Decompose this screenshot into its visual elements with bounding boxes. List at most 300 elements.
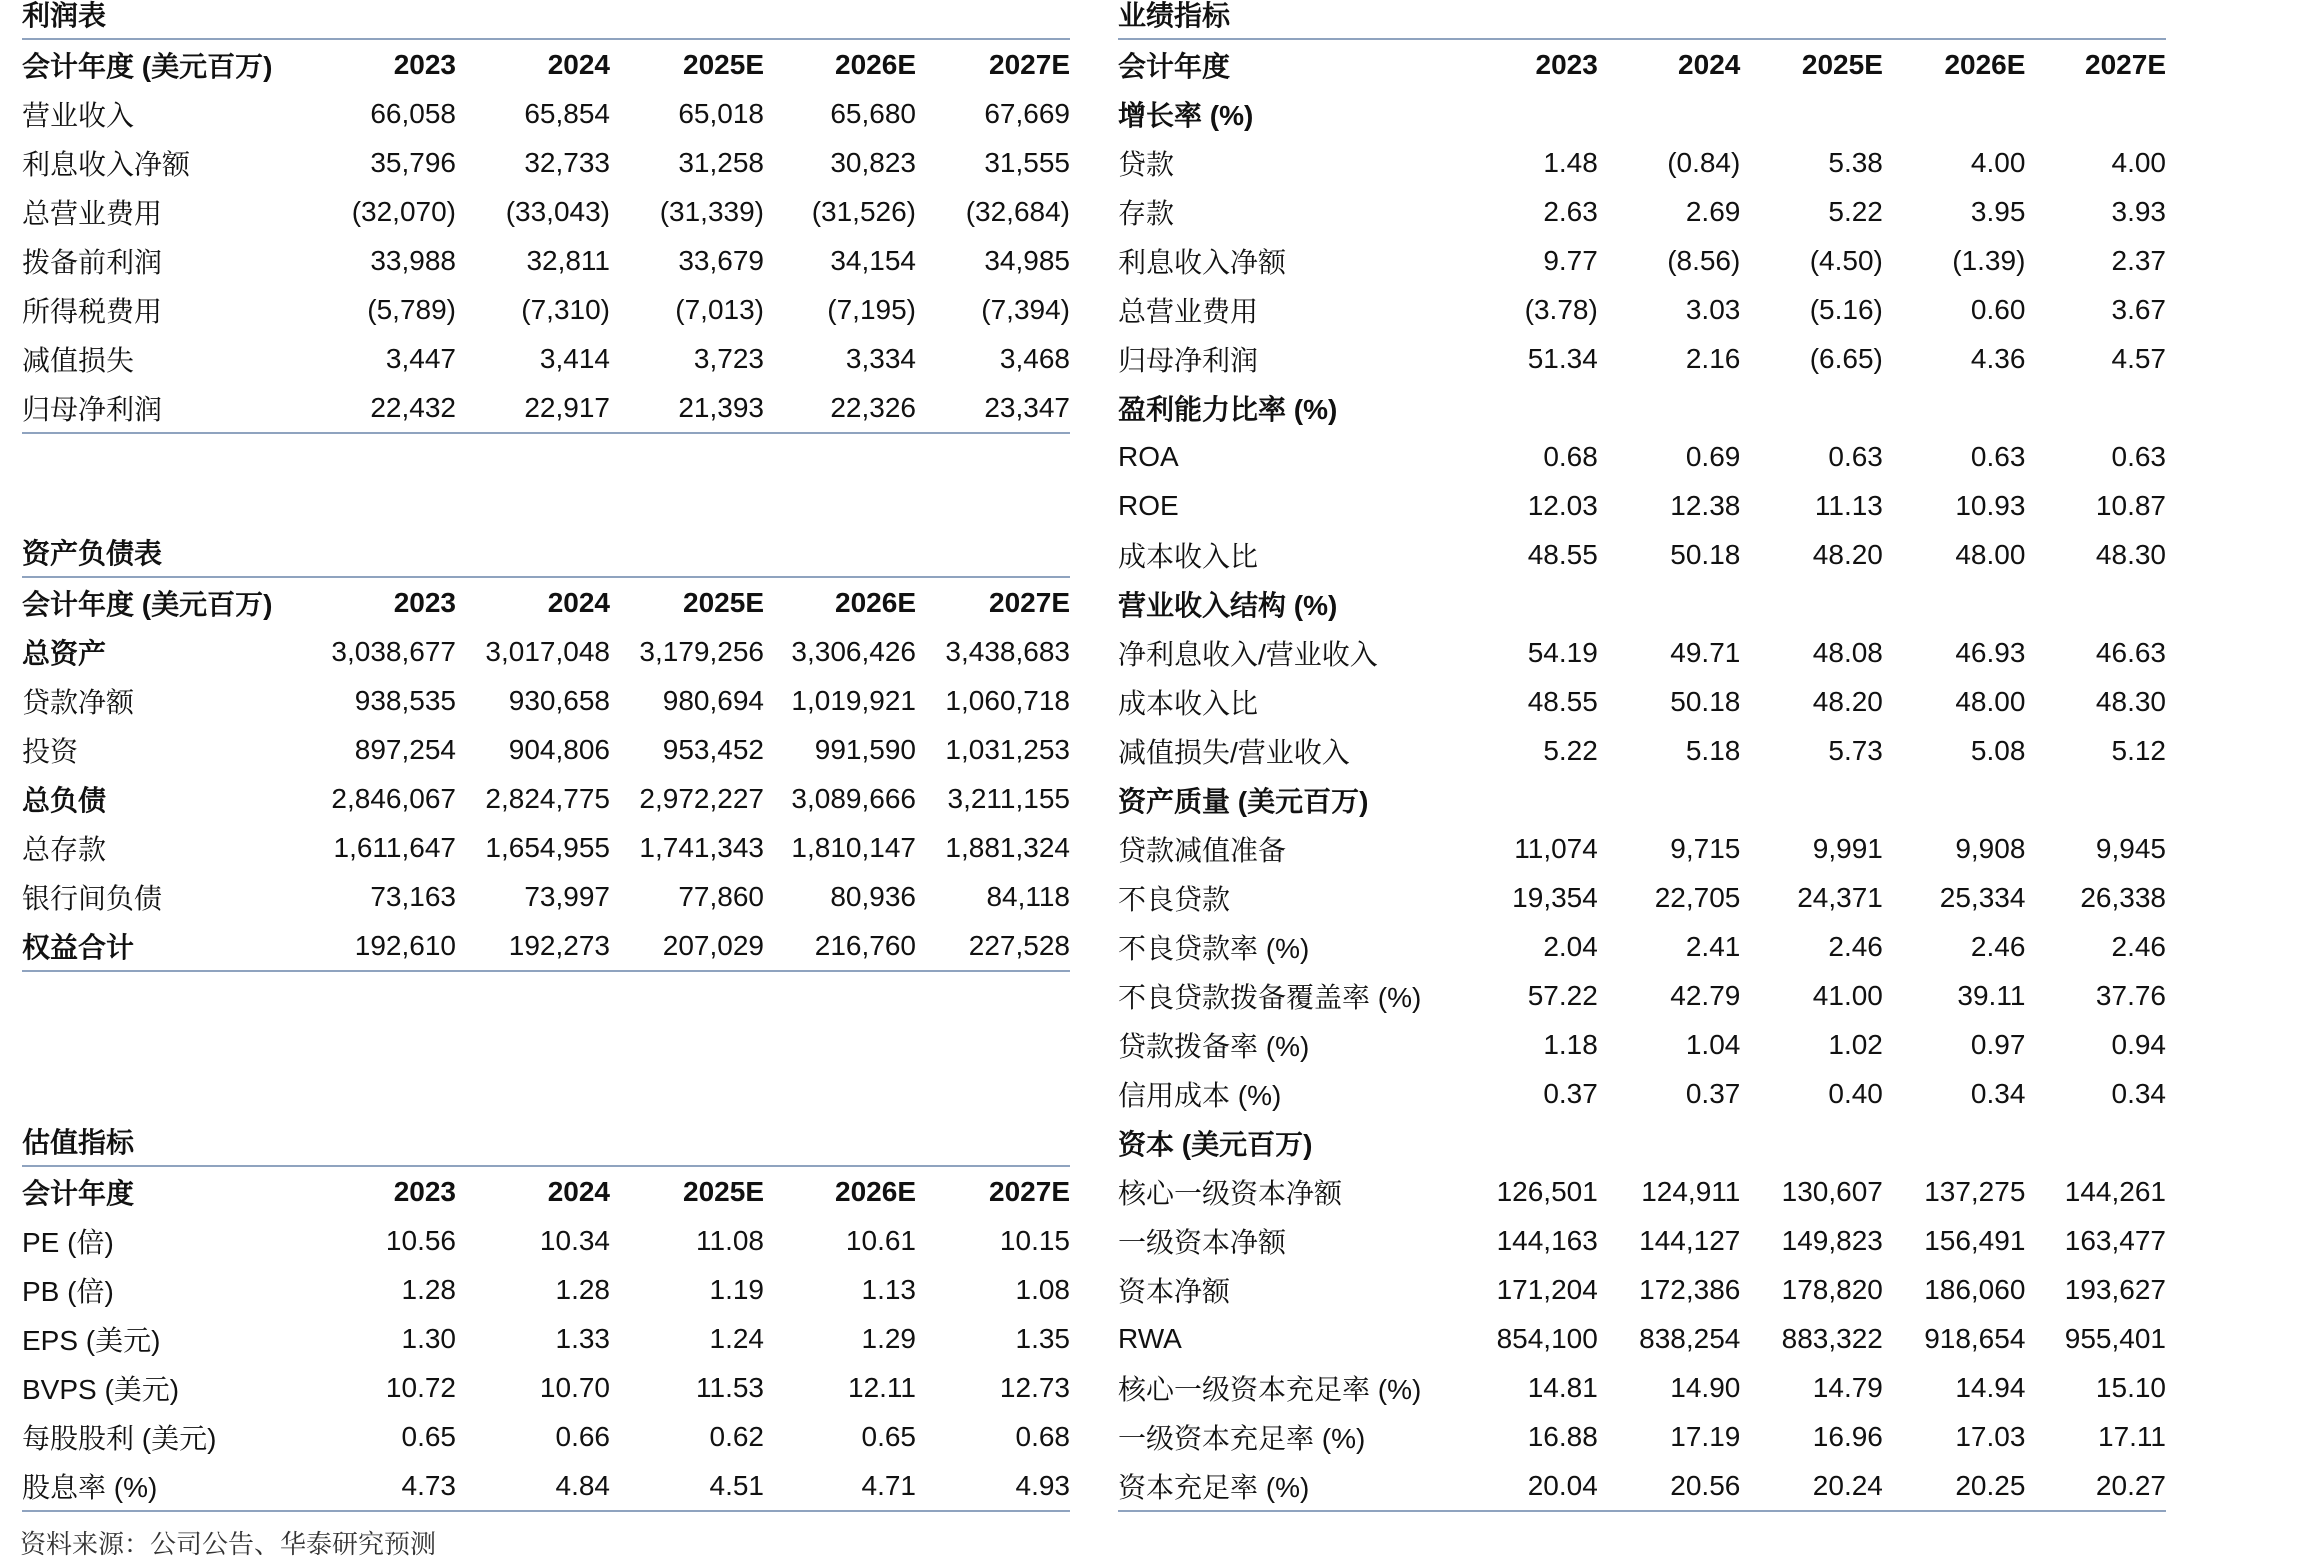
table-row [1118,677,2166,726]
row-value: 1.28 [401,1273,456,1305]
row-value: 48.55 [1527,538,1598,570]
performance-panel [1118,0,2166,1512]
row-value: 1.18 [1543,1028,1598,1060]
row-value: 144,163 [1496,1224,1598,1256]
row-value: 11.53 [696,1371,764,1403]
row-value: 65,018 [678,97,764,129]
row-label: 成本收入比 [1118,540,1259,572]
row-value: 48.30 [2095,685,2166,717]
table-row [1118,432,2166,481]
row-value: 1.33 [555,1322,610,1354]
header-year: 2025E [610,39,764,89]
table-row [22,676,1070,725]
row-value: 35,796 [370,146,456,178]
row-label: 信用成本 (%) [1118,1079,1282,1111]
table-row [1118,1314,2166,1363]
row-value: 9,991 [1812,832,1883,864]
header-year: 2024 [456,39,610,89]
row-value: (32,070) [351,195,456,227]
table-row [1118,1216,2166,1265]
row-label: 减值损失 [22,344,135,376]
row-value: 838,254 [1639,1322,1741,1354]
row-value: 1,741,343 [639,831,764,863]
table-row [22,1265,1070,1314]
row-value: 31,555 [984,146,1070,178]
row-value: 10.72 [385,1371,456,1403]
row-value: 2.04 [1543,930,1598,962]
row-value: 4.00 [2111,146,2166,178]
row-value: 4.71 [764,1461,916,1511]
header-year: 2027E [2025,39,2166,89]
row-value: 953,452 [662,733,764,765]
row-label: BVPS (美元) [22,1373,180,1405]
header-year: 2027E [916,39,1070,89]
row-label: 成本收入比 [1118,687,1259,719]
row-value: 30,823 [830,146,916,178]
row-value: 192,273 [456,921,610,971]
row-value: 14.81 [1527,1371,1598,1403]
header-label: 会计年度 (美元百万) [22,39,302,89]
row-value: 4.93 [916,1461,1070,1511]
row-value: 3,723 [693,342,764,374]
row-value [1883,1118,2026,1167]
row-value: 11.13 [1814,489,1883,521]
row-label: 资本 (美元百万) [1118,1128,1313,1160]
row-label: 资产质量 (美元百万) [1118,785,1369,817]
row-value: 216,760 [764,921,916,971]
table-row [1118,1412,2166,1461]
row-label: 总存款 [22,833,107,865]
row-value: 1,810,147 [791,831,916,863]
row-value: 15.10 [2095,1371,2166,1403]
row-value: 1,060,718 [945,684,1070,716]
row-value: 48.30 [2095,538,2166,570]
table-row [1118,187,2166,236]
row-value: 12.03 [1527,489,1598,521]
row-value: 9,908 [1955,832,2026,864]
row-label: PE (倍) [22,1226,114,1258]
row-value [2025,1118,2166,1167]
table-row [1118,1265,2166,1314]
row-value: 12.11 [848,1371,916,1403]
row-value: 2,972,227 [639,782,764,814]
row-label: EPS (美元) [22,1324,161,1356]
row-value: 10.87 [2095,489,2166,521]
row-value: 3.95 [1970,195,2026,227]
row-value: (8.56) [1667,244,1741,276]
row-value: 25,334 [1939,881,2026,913]
row-value [1449,89,1598,138]
row-value [1883,579,2026,628]
row-value: (7,013) [675,293,764,325]
table-row [1118,334,2166,383]
row-label: 贷款拨备率 (%) [1118,1030,1310,1062]
row-value: 156,491 [1924,1224,2026,1256]
row-value: 48.08 [1812,636,1883,668]
row-value: 1,031,253 [945,733,1070,765]
row-value: (1.39) [1952,244,2026,276]
row-label: 资本净额 [1118,1275,1231,1307]
row-value: 2.46 [1970,930,2026,962]
row-value: 2.63 [1543,195,1598,227]
row-value: 2.41 [1685,930,1741,962]
row-value [2025,579,2166,628]
row-value: 11.08 [696,1224,764,1256]
row-value: 10.34 [539,1224,610,1256]
row-value: 955,401 [2064,1322,2166,1354]
row-value: 1.30 [401,1322,456,1354]
row-value: 5.08 [1970,734,2026,766]
row-value [1740,775,1883,824]
row-value: 3,089,666 [791,782,916,814]
row-value: 5.12 [2111,734,2166,766]
row-value: 57.22 [1527,979,1598,1011]
performance-title: 业绩指标 [1118,0,1231,31]
row-value: 172,386 [1639,1273,1741,1305]
row-value: 1,881,324 [945,831,1070,863]
row-value: 178,820 [1781,1273,1883,1305]
header-year: 2023 [302,1166,456,1216]
row-label: 一级资本充足率 (%) [1118,1422,1366,1454]
row-label: 一级资本净额 [1118,1226,1287,1258]
row-value: 42.79 [1670,979,1741,1011]
table-row [22,1363,1070,1412]
table-row [1118,481,2166,530]
row-value: 22,432 [302,383,456,433]
row-value: 163,477 [2064,1224,2166,1256]
row-value: 186,060 [1924,1273,2026,1305]
row-value: 193,627 [2064,1273,2166,1305]
row-value: 5.38 [1828,146,1883,178]
row-label: ROE [1118,489,1179,521]
row-value: 4.51 [610,1461,764,1511]
row-label: ROA [1118,440,1179,472]
row-value: 16.96 [1812,1420,1883,1452]
row-value: 3,334 [845,342,916,374]
row-value: 14.79 [1812,1371,1883,1403]
row-value: 84,118 [986,880,1070,912]
row-value [1598,89,1741,138]
table-row [1118,628,2166,677]
row-value: 0.34 [2111,1077,2166,1109]
table-subheader-row [1118,579,2166,628]
row-value: 34,985 [984,244,1070,276]
row-value: 48.00 [1955,538,2026,570]
row-value: 31,258 [678,146,764,178]
row-value: 0.66 [555,1420,610,1452]
row-value: (5,789) [367,293,456,325]
row-value: 39.11 [1957,979,2026,1011]
row-label: 增长率 (%) [1118,99,1254,131]
row-value: 1.35 [1015,1322,1070,1354]
row-value: (32,684) [965,195,1070,227]
row-label: 盈利能力比率 (%) [1118,393,1338,425]
header-year: 2025E [1740,39,1883,89]
table-row [22,236,1070,285]
table-row [22,774,1070,823]
row-label: 资本充足率 (%) [1118,1461,1449,1511]
table-row [22,1461,1070,1511]
header-year: 2026E [764,1166,916,1216]
row-value: 3,179,256 [639,635,764,667]
row-value: 2.69 [1685,195,1741,227]
row-value: 2.46 [1828,930,1883,962]
row-value: 0.65 [401,1420,456,1452]
row-value: 17.19 [1670,1420,1741,1452]
row-value: 50.18 [1670,685,1741,717]
row-label: 总营业费用 [22,197,163,229]
header-year: 2024 [456,1166,610,1216]
row-value [1449,775,1598,824]
row-value: 227,528 [916,921,1070,971]
row-label: 核心一级资本充足率 (%) [1118,1373,1422,1405]
row-label: PB (倍) [22,1275,114,1307]
row-label: 拨备前利润 [22,246,163,278]
row-value: 3.03 [1685,293,1741,325]
header-year: 2026E [764,577,916,627]
header-year: 2027E [916,577,1070,627]
table-row [1118,1069,2166,1118]
row-label: 归母净利润 [1118,344,1259,376]
row-value: 14.90 [1670,1371,1741,1403]
row-value: 4.36 [1970,342,2026,374]
row-value: 0.63 [1828,440,1883,472]
row-value: 207,029 [610,921,764,971]
row-value: 4.00 [1970,146,2026,178]
table-subheader-row [1118,775,2166,824]
valuation-table [22,1165,1070,1512]
row-label: 利息收入净额 [1118,246,1287,278]
table-row [1118,1363,2166,1412]
row-value: 32,733 [524,146,610,178]
row-label: 权益合计 [22,921,302,971]
row-value: 1.24 [709,1322,764,1354]
row-label: 银行间负债 [22,882,163,914]
source-note: 资料来源：公司公告、华泰研究预测 [20,1529,437,1559]
table-row [22,383,1070,433]
row-label: 总营业费用 [1118,295,1259,327]
row-value: 50.18 [1670,538,1741,570]
row-label: 不良贷款 [1118,883,1231,915]
row-value [1883,383,2026,432]
row-value: 34,154 [830,244,916,276]
row-value: 0.97 [1970,1028,2026,1060]
row-value: (5.16) [1809,293,1883,325]
table-row [1118,138,2166,187]
row-value: 67,669 [984,97,1070,129]
balance-sheet-panel [22,538,1070,972]
row-value: 3.93 [2111,195,2166,227]
row-value: 9,715 [1670,832,1741,864]
row-value: 48.55 [1527,685,1598,717]
row-value: 33,988 [370,244,456,276]
table-row [22,187,1070,236]
table-row [1118,285,2166,334]
row-value: 46.63 [2095,636,2166,668]
row-value: 11,074 [1514,832,1598,864]
row-value: 854,100 [1496,1322,1598,1354]
row-value: 12.38 [1670,489,1741,521]
row-value: 0.68 [1543,440,1598,472]
row-value: 2.37 [2111,244,2166,276]
row-value: 0.34 [1970,1077,2026,1109]
row-value [1740,89,1883,138]
row-label: 净利息收入/营业收入 [1118,638,1378,670]
row-value: 26,338 [2080,881,2166,913]
row-value: 897,254 [354,733,456,765]
row-value: 171,204 [1496,1273,1598,1305]
row-value: 20.56 [1598,1461,1741,1511]
row-value: 32,811 [526,244,610,276]
table-subheader-row [1118,1118,2166,1167]
table-row [1118,824,2166,873]
row-value: 33,679 [678,244,764,276]
row-label: 所得税费用 [22,295,163,327]
table-row [22,627,1070,676]
header-label: 会计年度 [22,1166,302,1216]
row-value: 1,019,921 [791,684,916,716]
row-value: 51.34 [1527,342,1598,374]
table-subheader-row [1118,89,2166,138]
row-value: 1.19 [709,1273,764,1305]
row-value: (7,310) [521,293,610,325]
row-value: 991,590 [814,733,916,765]
row-value: 0.62 [709,1420,764,1452]
row-value: 80,936 [830,880,916,912]
row-label: 归母净利润 [22,383,302,433]
row-value: 3,468 [999,342,1070,374]
table-subheader-row [1118,383,2166,432]
row-value: 37.76 [2095,979,2166,1011]
row-value [2025,775,2166,824]
row-value: 23,347 [916,383,1070,433]
header-year: 2027E [916,1166,1070,1216]
row-value: 20.04 [1449,1461,1598,1511]
row-value: 3,306,426 [791,635,916,667]
row-value: 1,654,955 [485,831,610,863]
table-header-row [22,39,1070,89]
row-label: 总资产 [22,637,107,669]
table-row [1118,530,2166,579]
row-value: 20.25 [1883,1461,2026,1511]
row-value: 10.15 [999,1224,1070,1256]
row-value: 3,414 [539,342,610,374]
row-value [1740,383,1883,432]
row-value: 46.93 [1955,636,2026,668]
header-label: 会计年度 (美元百万) [22,577,302,627]
income-statement-title: 利润表 [22,0,107,31]
row-label: 贷款净额 [22,686,135,718]
row-label: 投资 [22,735,79,767]
row-value: 3,447 [385,342,456,374]
row-value: 1.08 [1015,1273,1070,1305]
header-year: 2026E [1883,39,2026,89]
valuation-title: 估值指标 [22,1127,135,1158]
row-value: 1.02 [1828,1028,1883,1060]
row-value: 54.19 [1527,636,1598,668]
table-row [22,334,1070,383]
table-row [22,285,1070,334]
header-year: 2023 [302,577,456,627]
row-value [1740,579,1883,628]
row-label: 存款 [1118,197,1175,229]
table-row [1118,236,2166,285]
row-value: 149,823 [1781,1224,1883,1256]
row-value: 48.00 [1955,685,2026,717]
row-value: 3,438,683 [945,635,1070,667]
row-value: (0.84) [1667,146,1741,178]
row-value: 10.70 [539,1371,610,1403]
row-value: 883,322 [1781,1322,1883,1354]
header-year: 2024 [456,577,610,627]
row-value: 73,997 [524,880,610,912]
table-row [1118,971,2166,1020]
header-year: 2026E [764,39,916,89]
row-value: 3,038,677 [331,635,456,667]
row-value: 2.46 [2111,930,2166,962]
table-row [22,872,1070,921]
row-value: 904,806 [508,733,610,765]
row-value: 0.68 [1015,1420,1070,1452]
row-value: 980,694 [662,684,764,716]
header-year: 2023 [1449,39,1598,89]
table-header-row [1118,39,2166,89]
row-value: 144,261 [2064,1175,2166,1207]
row-value [1598,1118,1741,1167]
row-value [1449,1118,1598,1167]
row-value [2025,89,2166,138]
row-value: 10.93 [1955,489,2026,521]
row-value: 4.84 [456,1461,610,1511]
row-value: 14.94 [1955,1371,2026,1403]
row-value [1740,1118,1883,1167]
row-value: 1.29 [861,1322,916,1354]
row-value [1883,775,2026,824]
row-value: 5.18 [1685,734,1741,766]
header-year: 2025E [610,577,764,627]
row-value: 24,371 [1797,881,1883,913]
row-value: 4.73 [302,1461,456,1511]
income-statement-panel [22,0,1070,434]
row-value: 126,501 [1496,1175,1598,1207]
row-value: 17.11 [2098,1420,2166,1452]
row-value: 938,535 [354,684,456,716]
table-row [22,138,1070,187]
row-value: (31,339) [659,195,764,227]
row-value: 0.69 [1685,440,1741,472]
row-value: 2.16 [1685,342,1741,374]
row-value [1883,89,2026,138]
header-year: 2024 [1598,39,1741,89]
row-value: 0.40 [1828,1077,1883,1109]
table-row [22,823,1070,872]
row-value: 5.73 [1828,734,1883,766]
row-label: 不良贷款拨备覆盖率 (%) [1118,981,1422,1013]
table-row [22,921,1070,971]
row-value: 19,354 [1512,881,1598,913]
row-value: 20.27 [2025,1461,2166,1511]
row-value: (6.65) [1809,342,1883,374]
row-value: 3,211,155 [947,782,1070,814]
table-row [1118,1167,2166,1216]
row-value: 1,611,647 [333,831,456,863]
table-row [22,1216,1070,1265]
row-value: (3.78) [1524,293,1598,325]
table-header-row [22,1166,1070,1216]
row-label: 总负债 [22,784,107,816]
row-value: 21,393 [610,383,764,433]
row-value: 137,275 [1924,1175,2026,1207]
